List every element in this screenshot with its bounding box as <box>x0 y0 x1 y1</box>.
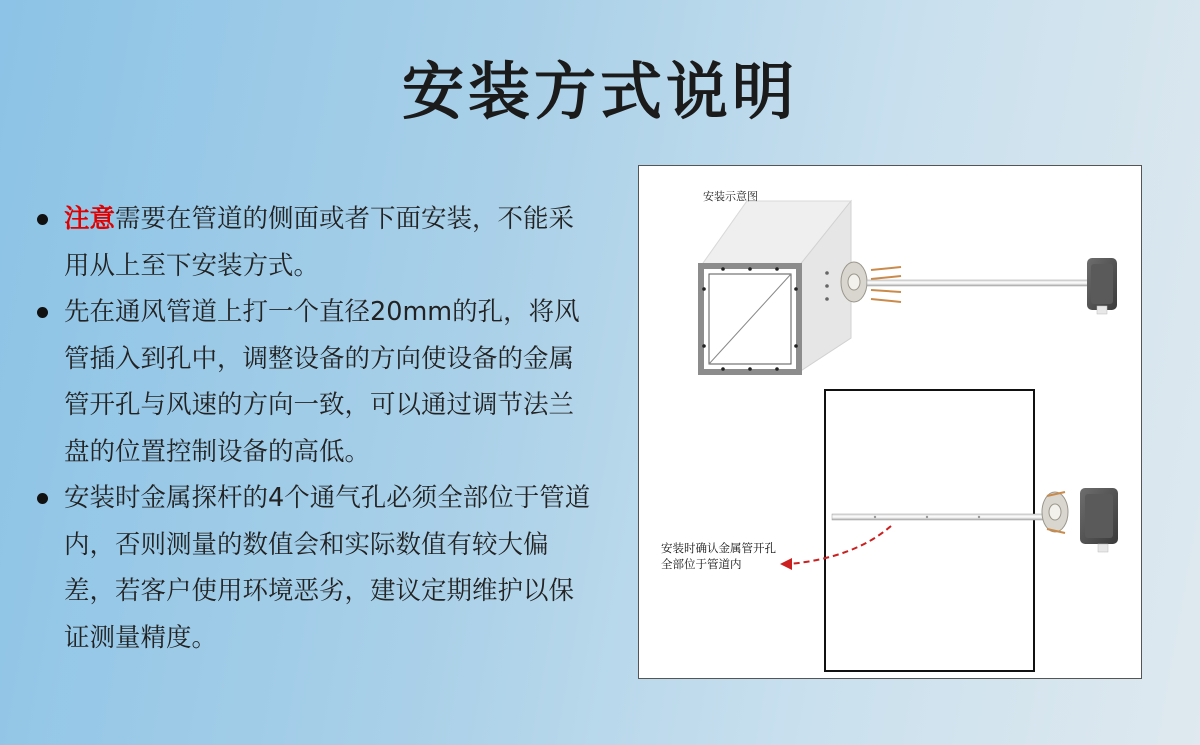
instruction-text: 安装时金属探杆的4个通气孔必须全部位于管道内，否则测量的数值会和实际数值有较大偏差，若客户使用环境恶劣，建议定期维护以保证测量精度。 <box>64 483 591 653</box>
callout-line: 全部位于管道内 <box>661 557 742 571</box>
instruction-text: 先在通风管道上打一个直径20mm的孔，将风管插入到孔中，调整设备的方向使设备的金属管开孔与风速的方向一致，可以通过调节法兰盘的位置控制设备的高低。 <box>64 297 580 467</box>
duct-perspective <box>701 201 851 372</box>
diagram-title: 安装示意图 <box>703 190 758 203</box>
bullet-dot-icon <box>37 493 48 504</box>
bullet-dot-icon <box>37 214 48 225</box>
instruction-item <box>34 289 594 475</box>
duct-cross-section <box>825 390 1034 671</box>
instruction-item <box>34 475 594 661</box>
instruction-text: 需要在管道的侧面或者下面安装，不能采用从上至下安装方式。 <box>64 204 575 281</box>
warning-label: 注意 <box>64 204 116 234</box>
installation-diagram <box>638 165 1142 679</box>
diagram-callout <box>661 540 776 572</box>
page-title: 安装方式说明 <box>401 55 798 128</box>
instruction-item <box>34 196 594 289</box>
callout-line: 安装时确认金属管开孔 <box>661 541 776 555</box>
instruction-list <box>34 196 594 661</box>
bullet-dot-icon <box>37 307 48 318</box>
installation-diagram-graphic <box>639 166 1143 680</box>
sensor-exploded <box>841 258 1117 314</box>
